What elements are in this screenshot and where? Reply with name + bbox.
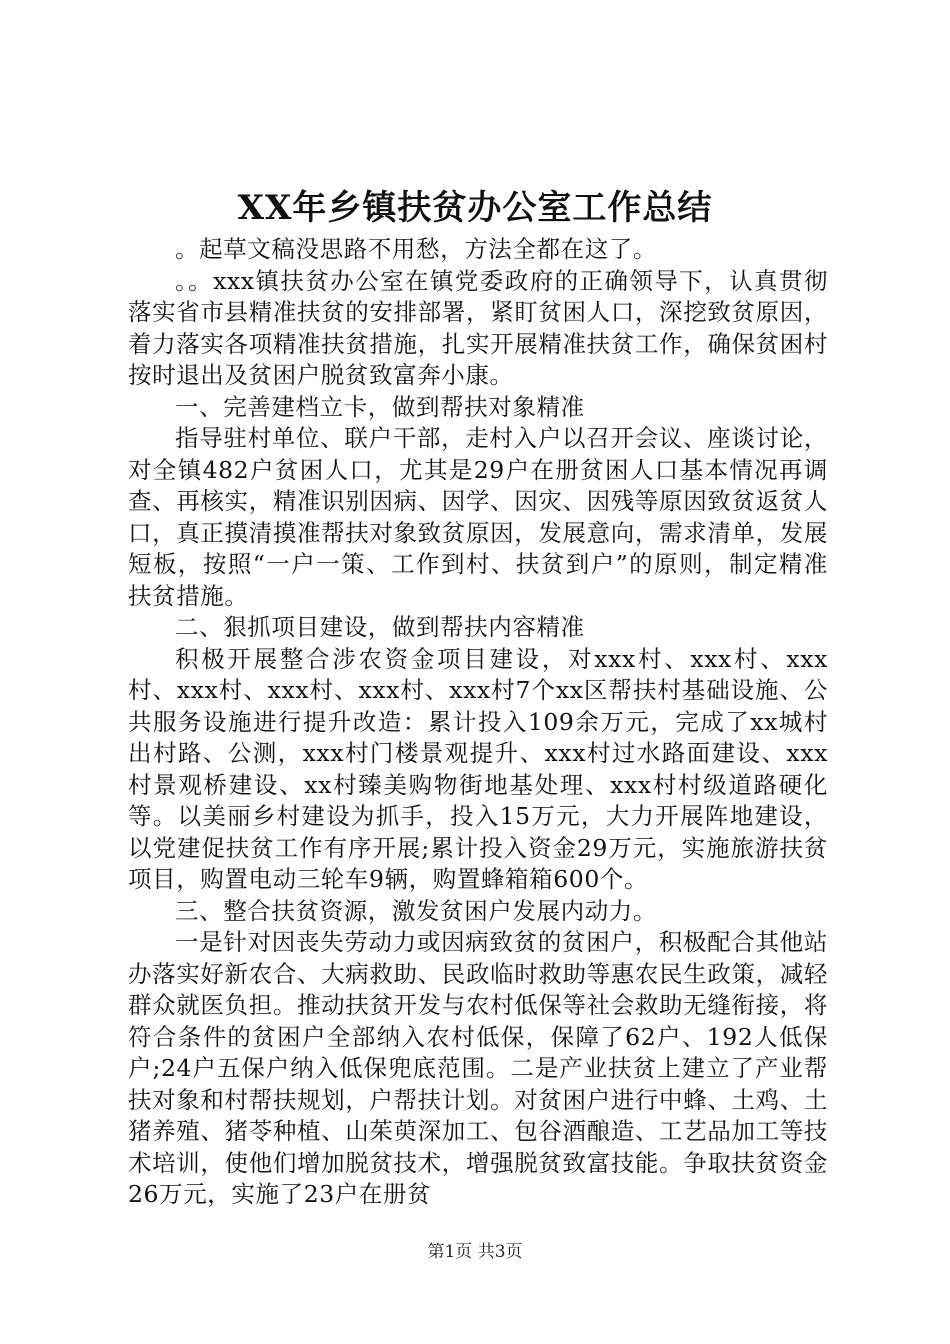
section-heading-1: 一、完善建档立卡，做到帮扶对象精准 [175, 392, 585, 421]
section-heading-3: 三、整合扶贫资源，激发贫困户发展内动力。 [175, 896, 657, 925]
paragraph-section-1: 指导驻村单位、联户干部，走村入户以召开会议、座谈讨论，对全镇482户贫困人口，尤其是29户在册贫困人口基本情况再调查、再核实，精准识别因病、因学、因灾、因残等原因致贫返贫人口，真正摸清摸准帮扶对象致贫原因，发展意向，需求清单，发展短板，按照“一户一策、工作到村、扶贫到户”的原则，制定精准扶贫措施。 [128, 424, 828, 610]
document-title: XX年乡镇扶贫办公室工作总结 [237, 188, 713, 228]
section-heading-2: 二、狠抓项目建设，做到帮扶内容精准 [175, 613, 585, 641]
paragraph-section-3: 一是针对因丧失劳动力或因病致贫的贫困户，积极配合其他站办落实好新农合、大病救助、民政临时救助等惠农民生政策，减轻群众就医负担。推动扶贫开发与农村低保等社会救助无缝衔接，将符合条件的贫困户全部纳入农村低保，保障了62户、192人低保户;24户五保户纳入低保兜底范围。二是产业扶贫上建立了产业帮扶对象和村帮扶规划，户帮扶计划。对贫困户进行中蜂、土鸡、土猪养殖、猪苓种植、山茱萸深加工、包谷酒酿造、工艺品加工等技术培训，使他们增加脱贫技术，增强脱贫致富技能。争取扶贫资金26万元，实施了23户在册贫 [128, 928, 828, 1208]
document-body [128, 234, 828, 1211]
paragraph-section-2: 积极开展整合涉农资金项目建设，对xxx村、xxx村、xxx村、xxx村、xxx村、xxx村、xxx村7个xx区帮扶村基础设施、公共服务设施进行提升改造：累计投入109余万元，完成了xx城村出村路、公测，xxx村门楼景观提升、xxx村过水路面建设、xxx村景观桥建设、xx村臻美购物街地基处理、xxx村村级道路硬化等。以美丽乡村建设为抓手，投入15万元，大力开展阵地建设，以党建促扶贫工作有序开展;累计投入资金29万元，实施旅游扶贫项目，购置电动三轮车9辆，购置蜂箱箱600个。 [128, 644, 828, 893]
paragraph-intro: 。起草文稿没思路不用愁，方法全都在这了。 [175, 235, 657, 263]
page-footer: 第1页 共3页 [427, 1242, 523, 1262]
paragraph-overview: 。。xxx镇扶贫办公室在镇党委政府的正确领导下，认真贯彻落实省市县精准扶贫的安排部署，紧盯贫困人口，深挖致贫原因，着力落实各项精准扶贫措施，扎实开展精准扶贫工作，确保贫困村按时退出及贫困户脱贫致富奔小康。 [128, 266, 828, 389]
